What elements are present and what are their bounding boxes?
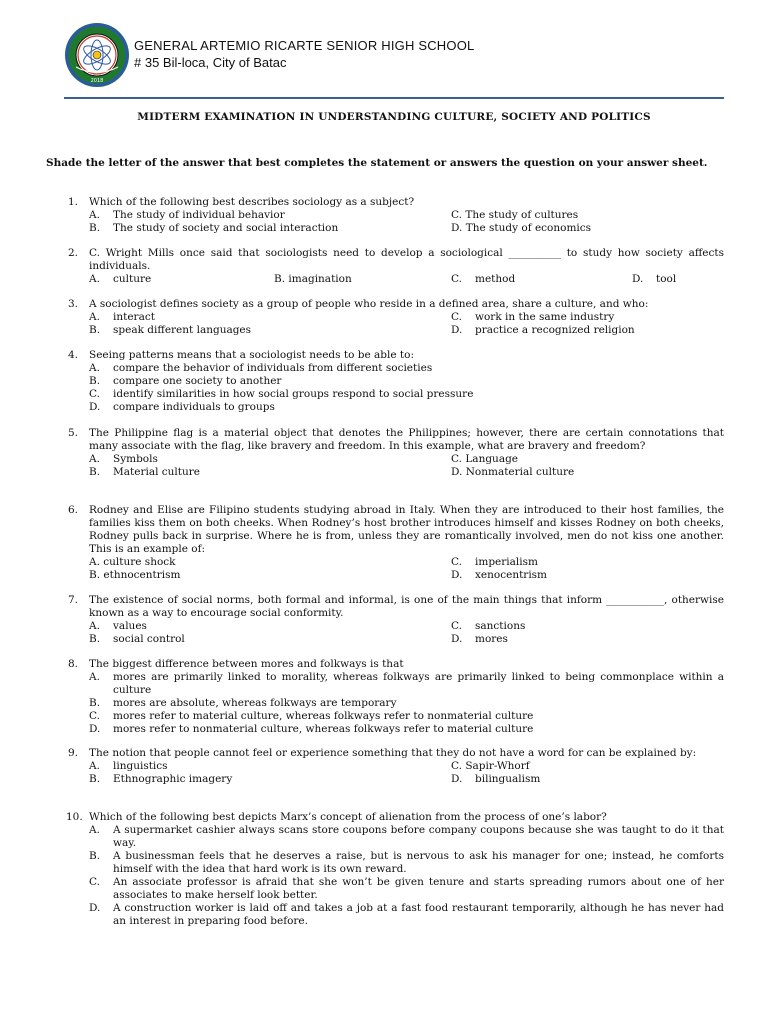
question-stem: The existence of social norms, both formal and informal, is one of the main things that inform ___________, otherwise known as a way to encourage social conformity. — [89, 594, 724, 619]
question-6 — [46, 504, 724, 582]
school-address: # 35 Bil-loca, City of Batac — [134, 55, 287, 70]
option-a: A. interact — [89, 311, 155, 323]
question-10 — [46, 811, 724, 928]
option-b: B. Ethnographic imagery — [89, 773, 233, 785]
option-b: B. ethnocentrism — [89, 569, 181, 581]
question-number: 10. — [66, 811, 83, 823]
question-stem: Which of the following best describes sociology as a subject? — [89, 196, 415, 208]
question-number: 7. — [68, 594, 79, 606]
option-d: D. practice a recognized religion — [451, 324, 635, 336]
option-c: C. Sapir-Whorf — [451, 760, 530, 772]
option-b: B. The study of society and social interaction — [89, 222, 339, 234]
option-b: B. speak different languages — [89, 324, 252, 336]
question-stem: A sociologist defines society as a group of people who reside in a defined area, share a culture, and who: — [89, 298, 649, 310]
option-c: C. sanctions — [451, 620, 526, 632]
option-a: A. culture — [89, 273, 152, 285]
option-a: A. Symbols — [89, 453, 158, 465]
question-stem: Which of the following best depicts Marx’s concept of alienation from the process of one’s labor? — [89, 811, 607, 823]
option-c: C. The study of cultures — [451, 209, 579, 221]
question-number: 6. — [68, 504, 79, 516]
option-c: C. An associate professor is afraid that she won’t be given tenure and starts spreading rumors about one of her associates to make herself look better. — [89, 876, 724, 901]
option-d: D. bilingualism — [451, 773, 541, 785]
option-b: B. social control — [89, 633, 185, 645]
option-a: A. values — [89, 620, 147, 632]
option-d: D. compare individuals to groups — [89, 401, 275, 413]
option-b: B. A businessman feels that he deserves a raise, but is nervous to ask his manager for one; instead, he comforts himself with the idea that hard work is its own reward. — [89, 850, 724, 875]
logo-year: 2018 — [90, 78, 104, 84]
question-1 — [46, 196, 724, 235]
option-d: D. The study of economics — [451, 222, 592, 234]
option-a: A. linguistics — [89, 760, 168, 772]
question-stem: The biggest difference between mores and folkways is that — [89, 658, 404, 670]
question-stem: The Philippine flag is a material object that denotes the Philippines; however, there are certain connotations that many associate with the flag, like bravery and freedom. In this example, what are bravery and freedom? — [89, 427, 724, 452]
school-logo — [64, 22, 130, 88]
option-b: B. compare one society to another — [89, 375, 282, 387]
question-4 — [46, 349, 724, 414]
exam-title: MIDTERM EXAMINATION IN UNDERSTANDING CULTURE, SOCIETY AND POLITICS — [137, 111, 651, 123]
option-c: C. Language — [451, 453, 519, 465]
question-2 — [46, 247, 724, 286]
question-9 — [46, 747, 724, 786]
question-8 — [46, 658, 724, 736]
option-d: D. mores refer to nonmaterial culture, whereas folkways refer to material culture — [89, 723, 534, 735]
question-number: 2. — [68, 247, 79, 259]
question-stem: The notion that people cannot feel or experience something that they do not have a word for can be explained by: — [89, 747, 697, 759]
option-a: A. A supermarket cashier always scans store coupons before company coupons because she was taught to do it that way. — [89, 824, 724, 849]
question-number: 4. — [68, 349, 79, 361]
option-d: D. tool — [632, 273, 677, 285]
question-7 — [46, 594, 724, 646]
question-3 — [46, 298, 724, 337]
question-stem: Seeing patterns means that a sociologist needs to be able to: — [89, 349, 414, 361]
option-d: D. mores — [451, 633, 508, 645]
question-5 — [46, 427, 724, 479]
header-divider — [64, 97, 724, 99]
option-a: A. The study of individual behavior — [89, 209, 285, 221]
question-stem: Rodney and Elise are Filipino students studying abroad in Italy. When they are introduced to their host families, the families kiss them on both cheeks. When Rodney’s host brother introduces himself and kisses Rodney on both cheeks, Rodney pulls back in surprise. Where he is from, unless they are romantically involved, men do not kiss one another. This is an example of: — [89, 504, 724, 555]
option-c: C. method — [451, 273, 516, 285]
option-b: B. mores are absolute, whereas folkways are temporary — [89, 697, 397, 709]
option-b: B. imagination — [274, 273, 352, 285]
option-d: D. Nonmaterial culture — [451, 466, 575, 478]
option-c: C. identify similarities in how social groups respond to social pressure — [89, 388, 474, 400]
option-b: B. Material culture — [89, 466, 200, 478]
option-a: A. culture shock — [89, 556, 176, 568]
question-number: 3. — [68, 298, 79, 310]
question-stem: C. Wright Mills once said that sociologists need to develop a sociological __________ to study how society affects individuals. — [89, 247, 724, 272]
option-a: A. mores are primarily linked to morality, whereas folkways are primarily linked to being commonplace within a culture — [89, 671, 724, 696]
option-a: A. compare the behavior of individuals from different societies — [89, 362, 433, 374]
option-c: C. work in the same industry — [451, 311, 615, 323]
school-name: GENERAL ARTEMIO RICARTE SENIOR HIGH SCHOOL — [134, 38, 475, 53]
option-d: D. xenocentrism — [451, 569, 548, 581]
question-number: 9. — [68, 747, 79, 759]
option-d: D. A construction worker is laid off and takes a job at a fast food restaurant temporarily, although he has never had an interest in preparing food before. — [89, 902, 724, 927]
question-number: 5. — [68, 427, 79, 439]
document-header — [64, 22, 724, 92]
exam-instructions: Shade the letter of the answer that best completes the statement or answers the question on your answer sheet. — [46, 157, 708, 169]
option-c: C. mores refer to material culture, whereas folkways refer to nonmaterial culture — [89, 710, 534, 722]
question-number: 8. — [68, 658, 79, 670]
option-c: C. imperialism — [451, 556, 538, 568]
question-number: 1. — [68, 196, 79, 208]
